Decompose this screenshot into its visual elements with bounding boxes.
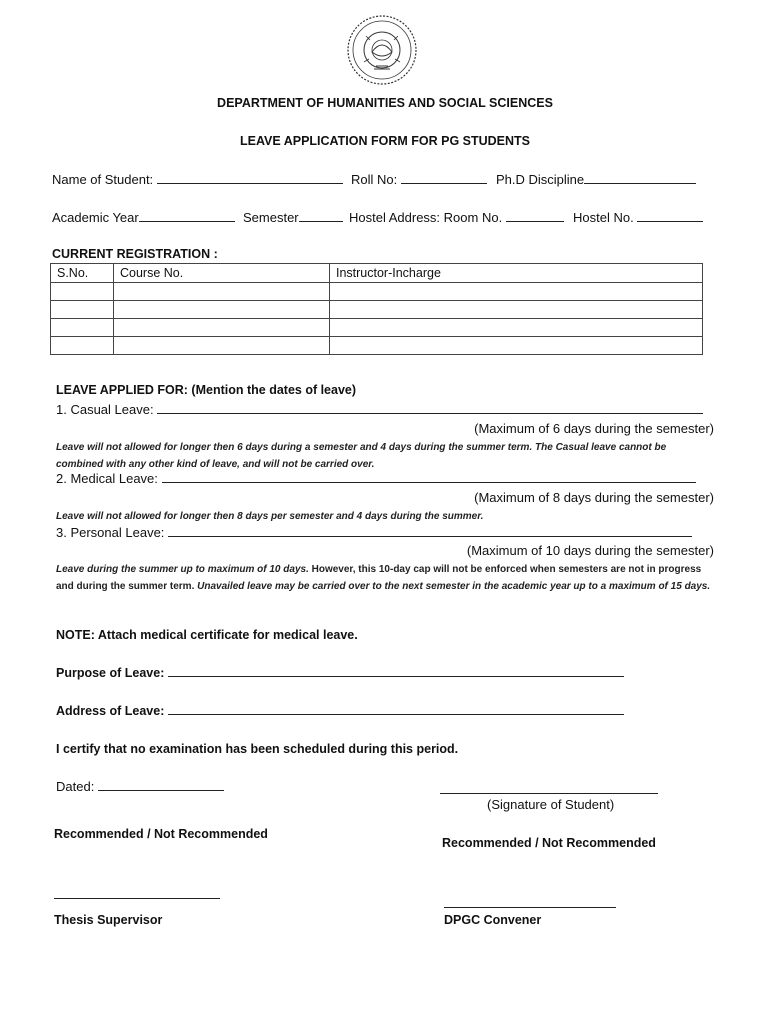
table-header-row — [51, 264, 703, 283]
dated-field[interactable] — [56, 779, 224, 794]
personal-note-c: Unavailed leave may be carried over to the next semester in the academic year up to a maximum of 15 days. — [197, 581, 711, 592]
address-label: Address of Leave: — [56, 704, 165, 718]
purpose-label: Purpose of Leave: — [56, 666, 165, 680]
thesis-supervisor-label: Thesis Supervisor — [54, 913, 163, 927]
table-row[interactable] — [51, 337, 703, 355]
personal-leave-field[interactable] — [56, 525, 692, 540]
recommend-right: Recommended / Not Recommended — [442, 836, 656, 850]
leave-applied-title: LEAVE APPLIED FOR: (Mention the dates of leave) — [56, 383, 357, 397]
convener-signature-line[interactable] — [444, 907, 616, 908]
hostel-no-field[interactable] — [573, 210, 703, 225]
recommend-left: Recommended / Not Recommended — [54, 827, 268, 841]
header-instructor: Instructor-Incharge — [330, 264, 703, 283]
supervisor-signature-line[interactable] — [54, 898, 220, 899]
purpose-of-leave-field[interactable] — [56, 666, 624, 680]
address-of-leave-field[interactable] — [56, 704, 624, 718]
medical-max: (Maximum of 8 days during the semester) — [474, 490, 714, 505]
semester-field[interactable] — [243, 210, 343, 225]
year-label: Academic Year — [52, 210, 139, 225]
table-row[interactable] — [51, 283, 703, 301]
hostel-room-field[interactable] — [349, 210, 564, 225]
name-label: Name of Student: — [52, 172, 154, 187]
medical-label: 2. Medical Leave: — [56, 471, 158, 486]
name-of-student-field[interactable] — [52, 172, 343, 187]
personal-note-b: However, this 10-day cap will not be enforced when semesters are not in progress and during the summer term. — [56, 564, 702, 592]
registration-title: CURRENT REGISTRATION : — [52, 247, 218, 261]
medical-note: Leave will not allowed for longer then 8 days per semester and 4 days during the summer. — [56, 511, 484, 522]
header-course-no: Course No. — [114, 264, 330, 283]
roll-label: Roll No: — [351, 172, 398, 187]
roll-no-field[interactable] — [351, 172, 487, 187]
semester-label: Semester — [243, 210, 299, 225]
academic-year-field[interactable] — [52, 210, 235, 225]
casual-max: (Maximum of 6 days during the semester) — [474, 421, 714, 436]
phd-label: Ph.D Discipline — [496, 172, 585, 187]
medical-leave-field[interactable] — [56, 471, 696, 486]
phd-discipline-field[interactable] — [496, 172, 696, 187]
certification-statement: I certify that no examination has been scheduled during this period. — [56, 742, 459, 756]
hostel-no-label: Hostel No. — [573, 210, 634, 225]
signature-of-student: (Signature of Student) — [487, 797, 615, 812]
registration-table — [50, 263, 703, 355]
personal-max: (Maximum of 10 days during the semester) — [466, 543, 714, 558]
hostel-address-label: Hostel Address: Room No. — [349, 210, 503, 225]
form-title: LEAVE APPLICATION FORM FOR PG STUDENTS — [239, 134, 531, 148]
header-sno: S.No. — [51, 264, 114, 283]
student-signature-line[interactable] — [440, 793, 658, 794]
casual-label: 1. Casual Leave: — [56, 402, 154, 417]
personal-note — [56, 561, 716, 595]
institute-seal-icon — [346, 14, 418, 86]
department-heading: DEPARTMENT OF HUMANITIES AND SOCIAL SCIENCES — [217, 96, 553, 110]
table-row[interactable] — [51, 319, 703, 337]
personal-note-a: Leave during the summer up to maximum of 10 days. — [56, 564, 309, 575]
dpgc-convener-label: DPGC Convener — [444, 913, 542, 927]
medical-certificate-note: NOTE: Attach medical certificate for medical leave. — [56, 628, 358, 642]
table-row[interactable] — [51, 301, 703, 319]
dated-label: Dated: — [56, 779, 95, 794]
casual-leave-field[interactable] — [56, 402, 703, 417]
personal-label: 3. Personal Leave: — [56, 525, 165, 540]
casual-note: Leave will not allowed for longer then 6 days during a semester and 4 days during the summer term. The Casual leave cannot be combined with any other kind of leave, and will not be carried over. — [56, 442, 667, 470]
